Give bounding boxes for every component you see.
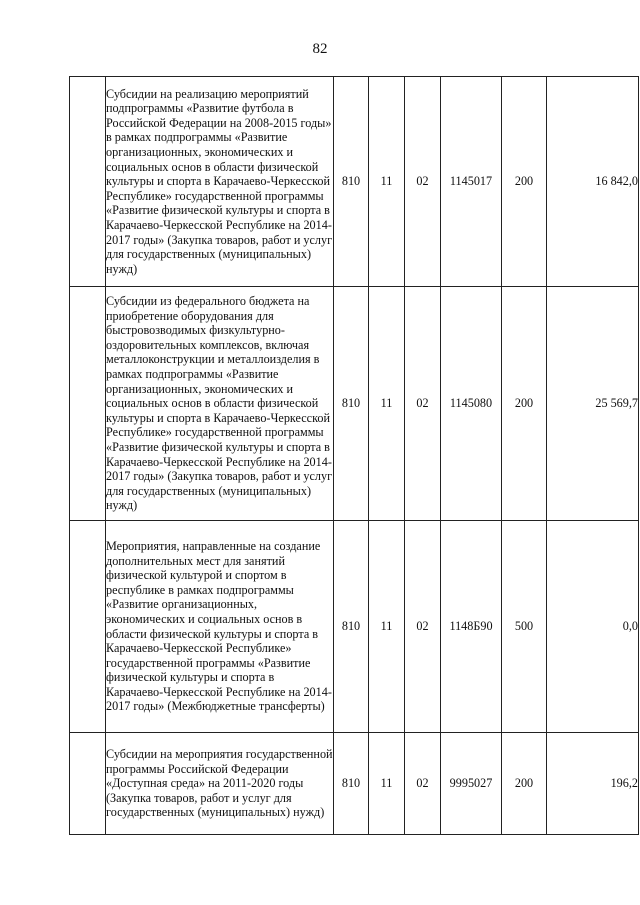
amount-cell: 25 569,7 bbox=[547, 287, 639, 521]
amount-cell: 16 842,0 bbox=[547, 77, 639, 287]
blank-cell bbox=[70, 733, 106, 835]
section-code-cell: 11 bbox=[369, 733, 405, 835]
subsection-code-cell: 02 bbox=[405, 521, 441, 733]
table-row bbox=[70, 77, 639, 287]
budget-table bbox=[69, 76, 639, 835]
subsection-code-cell: 02 bbox=[405, 77, 441, 287]
glv-code-cell: 810 bbox=[334, 733, 369, 835]
table-row bbox=[70, 287, 639, 521]
subsection-code-cell: 02 bbox=[405, 733, 441, 835]
subsection-code-cell: 02 bbox=[405, 287, 441, 521]
glv-code-cell: 810 bbox=[334, 77, 369, 287]
section-code-cell: 11 bbox=[369, 521, 405, 733]
description-cell: Субсидии на реализацию мероприятий подпрограммы «Развитие футбола в Российской Федерации на 2008-2015 годы» в рамках подпрограммы «Развитие организационных, экономических и социальных основ в области физической культуры и спорта в Карачаево-Черкесской Республике» государственной программы «Развитие физической культуры и спорта в Карачаево-Черкесской Республике на 2014-2017 годы» (Закупка товаров, работ и услуг для государственных (муниципальных) нужд) bbox=[106, 77, 334, 287]
blank-cell bbox=[70, 77, 106, 287]
expense-type-cell: 200 bbox=[502, 77, 547, 287]
expense-type-cell: 200 bbox=[502, 733, 547, 835]
table-row bbox=[70, 521, 639, 733]
amount-cell: 0,0 bbox=[547, 521, 639, 733]
target-article-cell: 1145017 bbox=[441, 77, 502, 287]
description-cell: Субсидии на мероприятия государственной программы Российской Федерации «Доступная среда» на 2011-2020 годы (Закупка товаров, работ и услуг для государственных (муниципальных) нужд) bbox=[106, 733, 334, 835]
section-code-cell: 11 bbox=[369, 77, 405, 287]
blank-cell bbox=[70, 287, 106, 521]
description-cell: Субсидии из федерального бюджета на приобретение оборудования для быстровозводимых физкультурно-оздоровительных комплексов, включая металлоконструкции и металлоизделия в рамках подпрограммы «Развитие организационных, экономических и социальных основ в области физической культуры и спорта в Карачаево-Черкесской Республике» государственной программы «Развитие физической культуры и спорта в Карачаево-Черкесской Республике на 2014-2017 годы» (Закупка товаров, работ и услуг для государственных (муниципальных) нужд) bbox=[106, 287, 334, 521]
target-article-cell: 1145080 bbox=[441, 287, 502, 521]
amount-cell: 196,2 bbox=[547, 733, 639, 835]
section-code-cell: 11 bbox=[369, 287, 405, 521]
target-article-cell: 1148Б90 bbox=[441, 521, 502, 733]
page-number: 82 bbox=[312, 41, 328, 57]
glv-code-cell: 810 bbox=[334, 521, 369, 733]
table-row bbox=[70, 733, 639, 835]
glv-code-cell: 810 bbox=[334, 287, 369, 521]
description-cell: Мероприятия, направленные на создание дополнительных мест для занятий физической культурой и спортом в республике в рамках подпрограммы «Развитие организационных, экономических и социальных основ в области физической культуры и спорта в Карачаево-Черкесской Республике» государственной программы «Развитие физической культуры и спорта в Карачаево-Черкесской Республике на 2014-2017 годы» (Межбюджетные трансферты) bbox=[106, 521, 334, 733]
target-article-cell: 9995027 bbox=[441, 733, 502, 835]
blank-cell bbox=[70, 521, 106, 733]
expense-type-cell: 500 bbox=[502, 521, 547, 733]
expense-type-cell: 200 bbox=[502, 287, 547, 521]
